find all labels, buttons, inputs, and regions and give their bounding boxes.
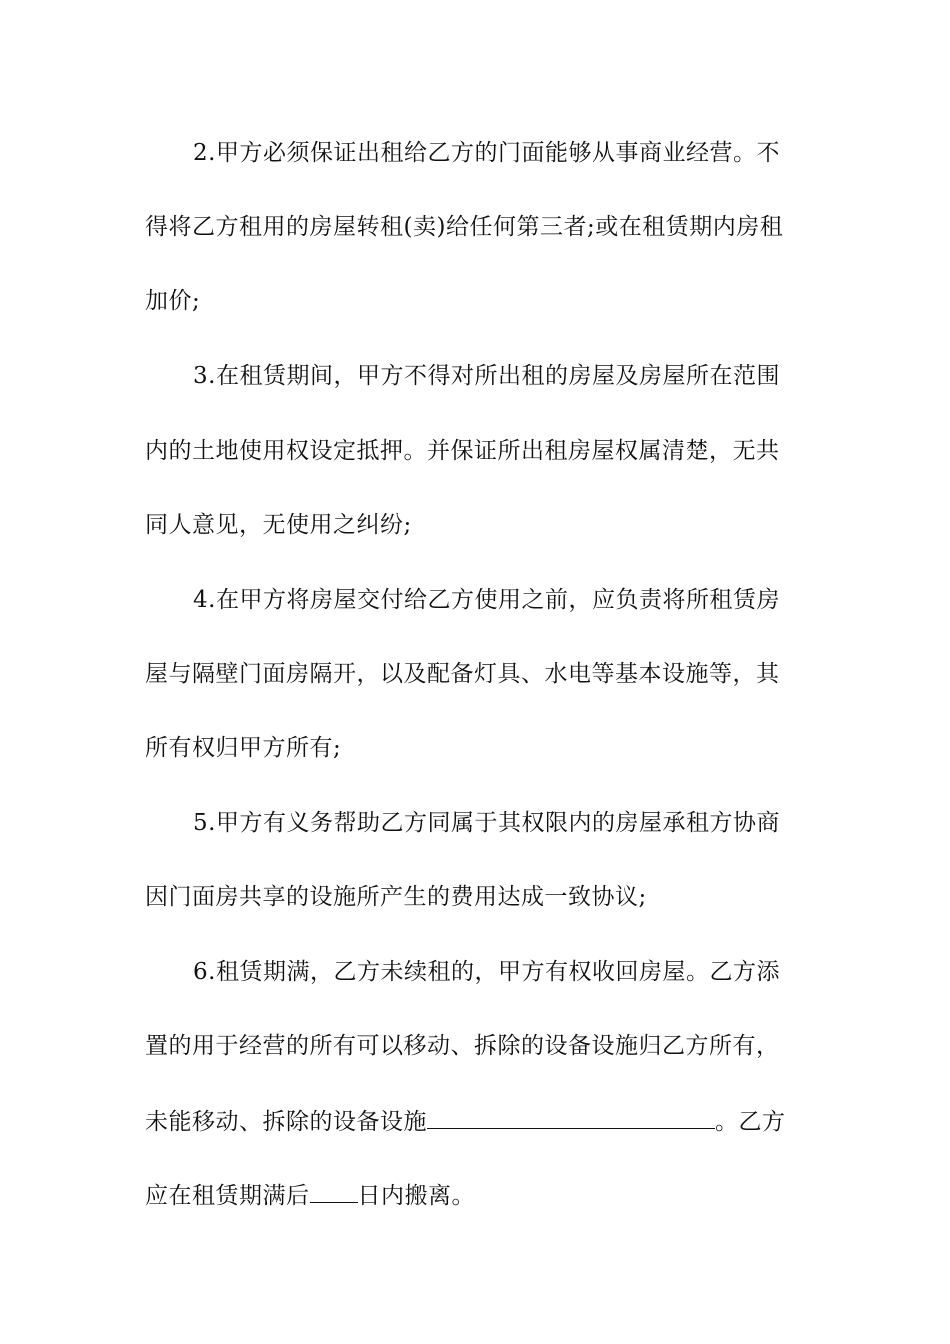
paragraph-5-line-1: 5.甲方有义务帮助乙方同属于其权限内的房屋承租方协商: [193, 810, 780, 836]
fill-in-blank-days: [310, 1180, 358, 1203]
paragraph-3-line-3: 同人意见，无使用之纠纷;: [145, 512, 412, 538]
paragraph-4-line-3: 所有权归甲方所有;: [145, 735, 342, 761]
paragraph-6-line-4-text-after: 日内搬离。: [357, 1183, 475, 1209]
paragraph-6-line-3: [145, 1106, 786, 1137]
paragraph-2-line-2: 得将乙方租用的房屋转租(卖)给任何第三者;或在租赁期内房租: [145, 214, 784, 240]
paragraph-6-line-3-text-before: 未能移动、拆除的设备设施: [145, 1109, 427, 1135]
paragraph-3-line-2: 内的土地使用权设定抵押。并保证所出租房屋权属清楚，无共: [145, 438, 780, 464]
fill-in-blank-equipment: [427, 1106, 715, 1129]
paragraph-6-line-2: 置的用于经营的所有可以移动、拆除的设备设施归乙方所有，: [145, 1033, 780, 1059]
paragraph-2-line-1: 2.甲方必须保证出租给乙方的门面能够从事商业经营。不: [193, 140, 780, 166]
paragraph-6-line-4: [145, 1180, 475, 1211]
paragraph-3-line-1: 3.在租赁期间，甲方不得对所出租的房屋及房屋所在范围: [193, 363, 780, 389]
paragraph-5-line-2: 因门面房共享的设施所产生的费用达成一致协议;: [145, 884, 647, 910]
paragraph-6-line-1: 6.租赁期满，乙方未续租的，甲方有权收回房屋。乙方添: [193, 959, 780, 985]
paragraph-4-line-2: 屋与隔壁门面房隔开，以及配备灯具、水电等基本设施等，其: [145, 661, 780, 687]
paragraph-6-line-3-text-after: 。乙方: [715, 1109, 786, 1135]
paragraph-4-line-1: 4.在甲方将房屋交付给乙方使用之前，应负责将所租赁房: [193, 587, 780, 613]
paragraph-2-line-3: 加价;: [145, 288, 201, 314]
paragraph-6-line-4-text-before: 应在租赁期满后: [145, 1183, 310, 1209]
